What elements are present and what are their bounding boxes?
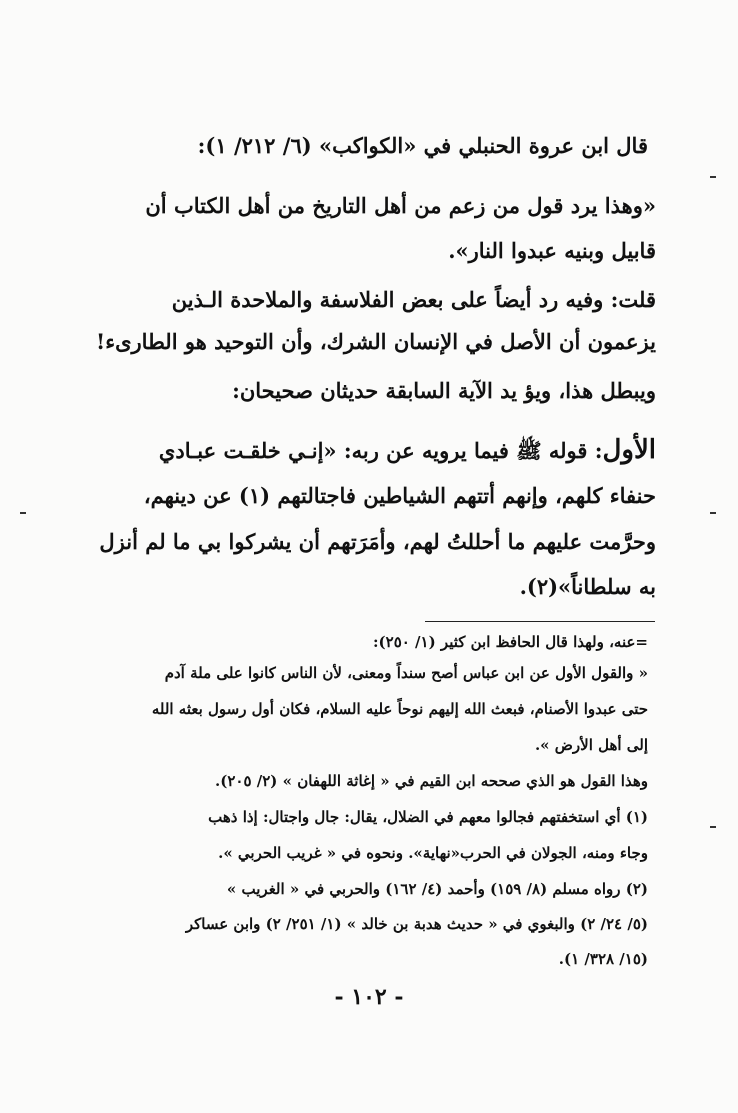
main-text-line-10: به سلطاناً»(٢). [519, 574, 656, 599]
main-text-line-7 [70, 435, 656, 469]
margin-mark [710, 512, 716, 514]
margin-mark [710, 176, 716, 178]
main-text-line-6: ويبطل هذا، ويؤ يد الآية السابقة حديثان صحيحان: [232, 378, 656, 403]
main-text-line-1: قال ابن عروة الحنبلي في «الكواكب» (٦/ ٢١٢/ ١): [197, 133, 648, 158]
footnote-line-4: إلى أهل الأرض ». [534, 736, 648, 754]
main-text-line-4: قلت: وفيه رد أيضاً على بعض الفلاسفة والملاحدة الـذين [171, 287, 656, 312]
footnote-separator [425, 621, 655, 622]
footnote-line-1: =عنه، ولهذا قال الحافظ ابن كثير (١/ ٢٥٠): [373, 633, 648, 651]
footnote-line-10: (١٥/ ٣٢٨/ ١). [558, 950, 648, 968]
main-text-line-9: وحرَّمت عليهم ما أحللتُ لهم، وأمَرَتهم أن يشركوا بي ما لم أنزل [99, 529, 656, 554]
page-number: - ١٠٢ - [334, 984, 404, 1010]
main-text-line-5: يزعمون أن الأصل في الإنسان الشرك، وأن التوحيد هو الطارىء! [96, 329, 656, 354]
footnote-line-6: (١) أي استخفتهم فجالوا معهم في الضلال، يقال: جال واجتال: إذا ذهب [208, 808, 648, 826]
footnote-line-8: (٢) رواه مسلم (٨/ ١٥٩) وأحمد (٤/ ١٦٢) والحربي في « الغريب » [226, 880, 648, 898]
margin-mark [20, 512, 26, 514]
main-text-line-3: قابيل وبنيه عبدوا النار». [448, 238, 656, 263]
section-lead-word: الأول [602, 435, 656, 465]
footnote-line-9: (٥/ ٢٤/ ٢) والبغوي في « حديث هدبة بن خالد » (١/ ٢٥١/ ٢) وابن عساكر [185, 915, 648, 933]
main-text-line-8: حنفاء كلهم، وإنهم أتتهم الشياطين فاجتالتهم (١) عن دينهم، [143, 483, 656, 508]
footnote-line-7: وجاء ومنه، الجولان في الحرب«نهاية». ونحوه في « غريب الحربي ». [218, 844, 648, 862]
margin-mark [710, 826, 716, 828]
footnote-line-3: حتى عبدوا الأصنام، فبعث الله إليهم نوحاً عليه السلام، فكان أول رسول بعثه الله [151, 700, 648, 718]
footnote-line-5: وهذا القول هو الذي صححه ابن القيم في « إغاثة اللهفان » (٢/ ٢٠٥). [215, 772, 648, 790]
main-text-line-2: «وهذا يرد قول من زعم من أهل التاريخ من أهل الكتاب أن [145, 193, 656, 218]
main-text-line-7-rest: : قوله ﷺ فيما يرويه عن ربه: «إنـي خلقـت عبـادي [158, 438, 603, 463]
footnote-line-2: « والقول الأول عن ابن عباس أصح سنداً ومعنى، لأن الناس كانوا على ملة آدم [164, 664, 648, 682]
